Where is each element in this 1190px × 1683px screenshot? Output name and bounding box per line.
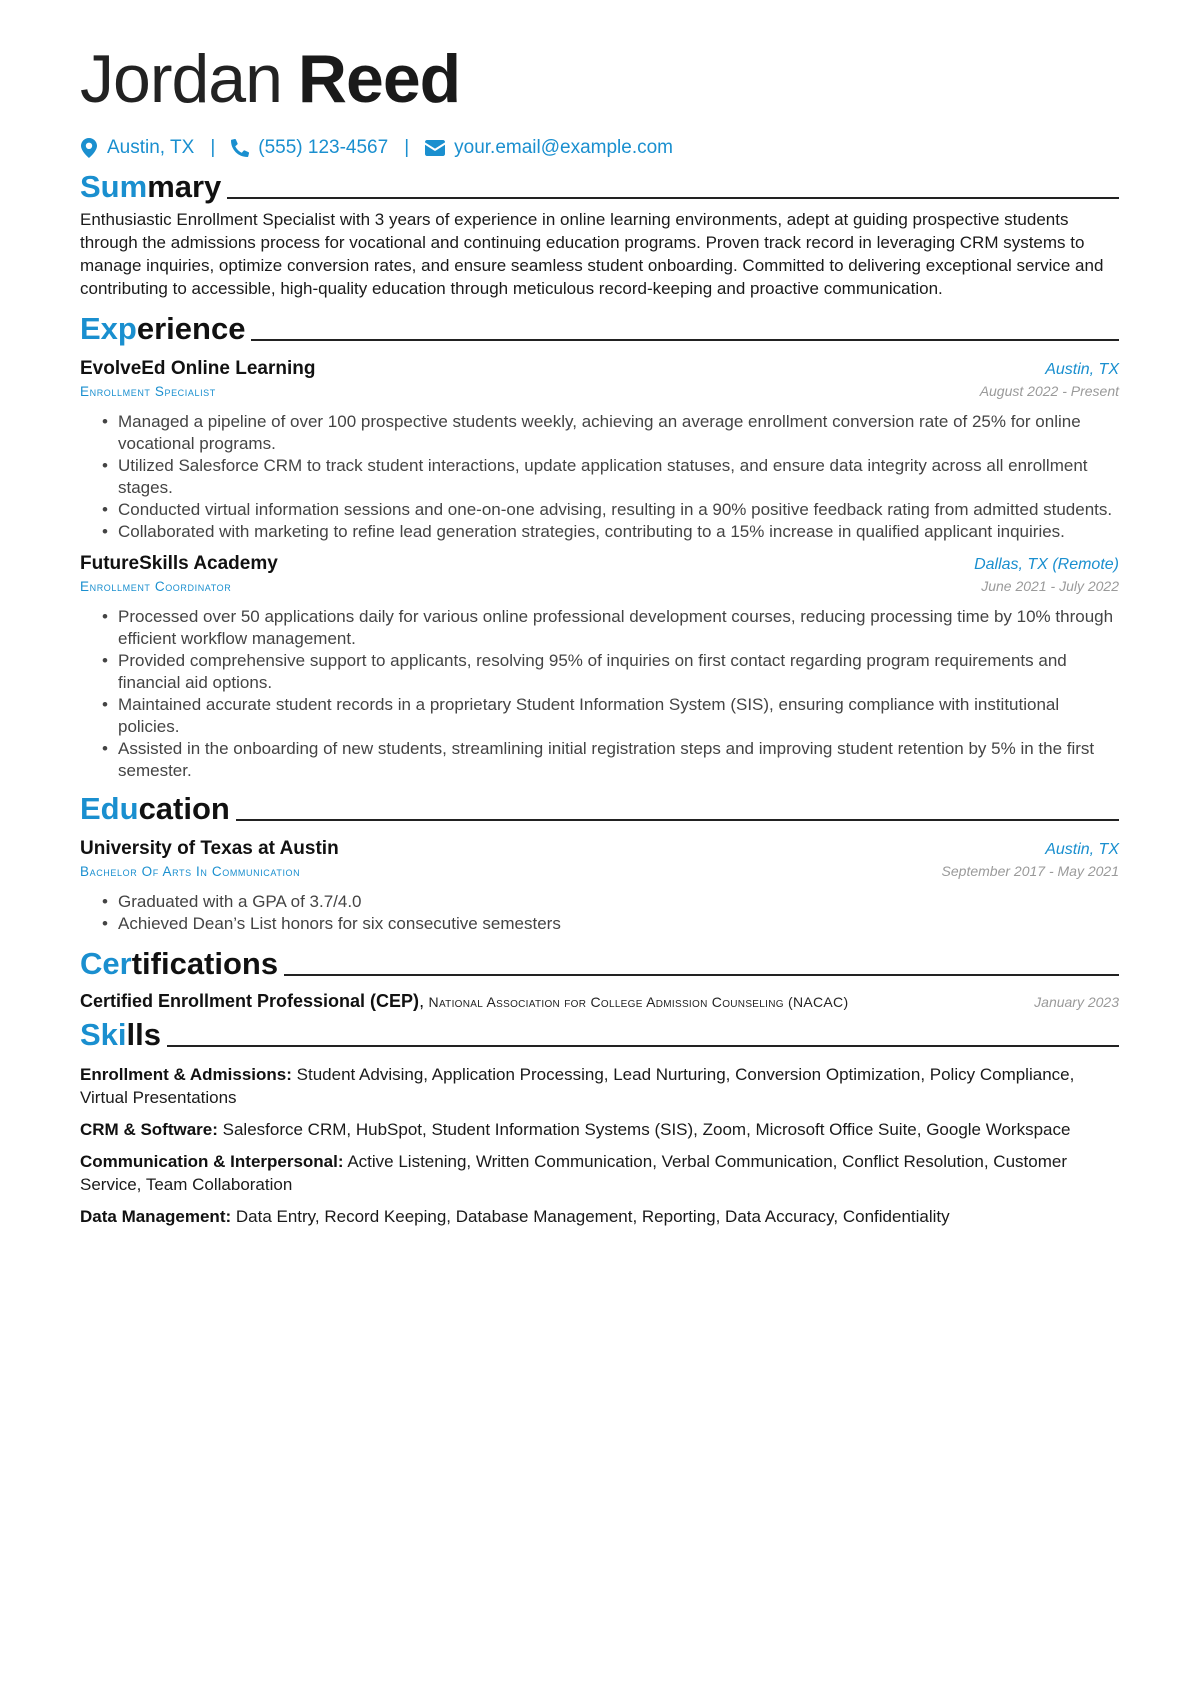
education-bullets xyxy=(80,891,1119,935)
phone-icon xyxy=(231,138,249,158)
job-location: Austin, TX xyxy=(1045,361,1119,378)
job-dates: August 2022 - Present xyxy=(979,383,1119,399)
list-item: • Conducted virtual information sessions and one-on-one advising, resulting in a 90% positive feedback rating from admitted students. xyxy=(80,499,1119,521)
skill-row xyxy=(80,1205,1119,1228)
resume-page xyxy=(80,38,1119,1228)
section-title: Certifications xyxy=(80,946,279,981)
company-name: FutureSkills Academy xyxy=(80,553,278,574)
skill-category: Enrollment & Admissions: xyxy=(80,1065,292,1084)
job-title: Enrollment Specialist xyxy=(80,384,216,399)
certification-issuer: National Association for College Admission Counseling (NACAC) xyxy=(428,994,849,1010)
job-entry xyxy=(80,358,1119,543)
last-name: Reed xyxy=(297,41,461,117)
contact-separator: | xyxy=(404,137,410,158)
list-item: • Collaborated with marketing to refine lead generation strategies, contributing to a 15% increase in qualified applicant inquiries. xyxy=(80,521,1119,543)
list-item: • Achieved Dean’s List honors for six consecutive semesters xyxy=(80,913,1119,935)
section-title: Summary xyxy=(80,169,222,204)
skill-row xyxy=(80,1150,1119,1196)
section-title: Experience xyxy=(80,311,246,346)
education-entry xyxy=(80,838,1119,935)
education-dates: September 2017 - May 2021 xyxy=(941,863,1119,879)
skill-list: Student Advising, Application Processing, Lead Nurturing, Conversion Optimization, Policy Compliance, Virtual Presentations xyxy=(80,1065,1075,1107)
section-rule xyxy=(227,197,1119,199)
skill-list: Data Entry, Record Keeping, Database Management, Reporting, Data Accuracy, Confidentiality xyxy=(235,1207,950,1226)
list-item: • Provided comprehensive support to applicants, resolving 95% of inquiries on first contact regarding program requirements and financial aid options. xyxy=(80,650,1119,694)
job-bullets xyxy=(80,411,1119,543)
section-skills-heading xyxy=(80,1016,1119,1054)
summary-text: Enthusiastic Enrollment Specialist with 3 years of experience in online learning environments, adept at guiding prospective students through the admissions process for vocational and continuing education programs. Proven track record in leveraging CRM systems to manage inquiries, optimize conversion rates, and ensure seamless student onboarding. Committed to delivering exceptional service and contributing to accessible, high-quality education through meticulous record-keeping and proactive communication. xyxy=(80,210,1104,298)
section-rule xyxy=(284,974,1119,976)
degree: Bachelor Of Arts In Communication xyxy=(80,864,301,879)
list-item: • Processed over 50 applications daily for various online professional development courses, reducing processing time by 10% through efficient workflow management. xyxy=(80,606,1119,650)
list-item: • Utilized Salesforce CRM to track student interactions, update application statuses, and ensure data integrity across all enrollment stages. xyxy=(80,455,1119,499)
certification-date: January 2023 xyxy=(1034,994,1119,1010)
section-title: Skills xyxy=(80,1017,161,1052)
location-text: Austin, TX xyxy=(107,137,195,158)
section-rule xyxy=(251,339,1119,341)
skill-category: CRM & Software: xyxy=(80,1120,218,1139)
section-experience-heading xyxy=(80,310,1119,348)
school-name: University of Texas at Austin xyxy=(80,838,339,859)
section-title: Education xyxy=(80,791,230,826)
list-item: • Graduated with a GPA of 3.7/4.0 xyxy=(80,891,1119,913)
section-rule xyxy=(167,1045,1119,1047)
certification-entry: Certified Enrollment Professional (CEP), National Association for College Admission Counseling (NACAC) January 2023 xyxy=(80,991,1119,1011)
job-bullets xyxy=(80,606,1119,782)
job-title: Enrollment Coordinator xyxy=(80,579,232,594)
candidate-name xyxy=(80,38,1119,120)
list-item: • Managed a pipeline of over 100 prospective students weekly, achieving an average enrollment conversion rate of 25% for online vocational programs. xyxy=(80,411,1119,455)
skill-row xyxy=(80,1063,1119,1109)
skill-list: Active Listening, Written Communication, Verbal Communication, Conflict Resolution, Customer Service, Team Collaboration xyxy=(80,1152,1067,1194)
company-name: EvolveEd Online Learning xyxy=(80,358,316,379)
school-location: Austin, TX xyxy=(1045,841,1119,858)
section-rule xyxy=(236,819,1119,821)
job-entry xyxy=(80,553,1119,782)
skill-row xyxy=(80,1118,1119,1141)
contact-line xyxy=(80,134,1119,162)
email-link[interactable]: your.email@example.com xyxy=(454,137,673,158)
list-item: • Maintained accurate student records in a proprietary Student Information System (SIS), ensuring compliance with institutional policies. xyxy=(80,694,1119,738)
job-location: Dallas, TX (Remote) xyxy=(974,556,1119,573)
section-summary-heading xyxy=(80,168,1119,206)
job-dates: June 2021 - July 2022 xyxy=(981,578,1119,594)
skill-category: Data Management: xyxy=(80,1207,232,1226)
map-pin-icon xyxy=(80,138,98,158)
skill-category: Communication & Interpersonal: xyxy=(80,1152,344,1171)
certification-title: Certified Enrollment Professional (CEP) xyxy=(80,991,420,1011)
phone-link[interactable]: (555) 123-4567 xyxy=(258,137,389,158)
contact-separator: | xyxy=(210,137,216,158)
section-certifications-heading xyxy=(80,945,1119,983)
envelope-icon xyxy=(425,138,445,158)
skill-list: Salesforce CRM, HubSpot, Student Information Systems (SIS), Zoom, Microsoft Office Suite, Google Workspace xyxy=(222,1120,1071,1139)
first-name: Jordan xyxy=(80,41,282,117)
section-education-heading xyxy=(80,790,1119,828)
list-item: • Assisted in the onboarding of new students, streamlining initial registration steps and improving student retention by 5% in the first semester. xyxy=(80,738,1119,782)
